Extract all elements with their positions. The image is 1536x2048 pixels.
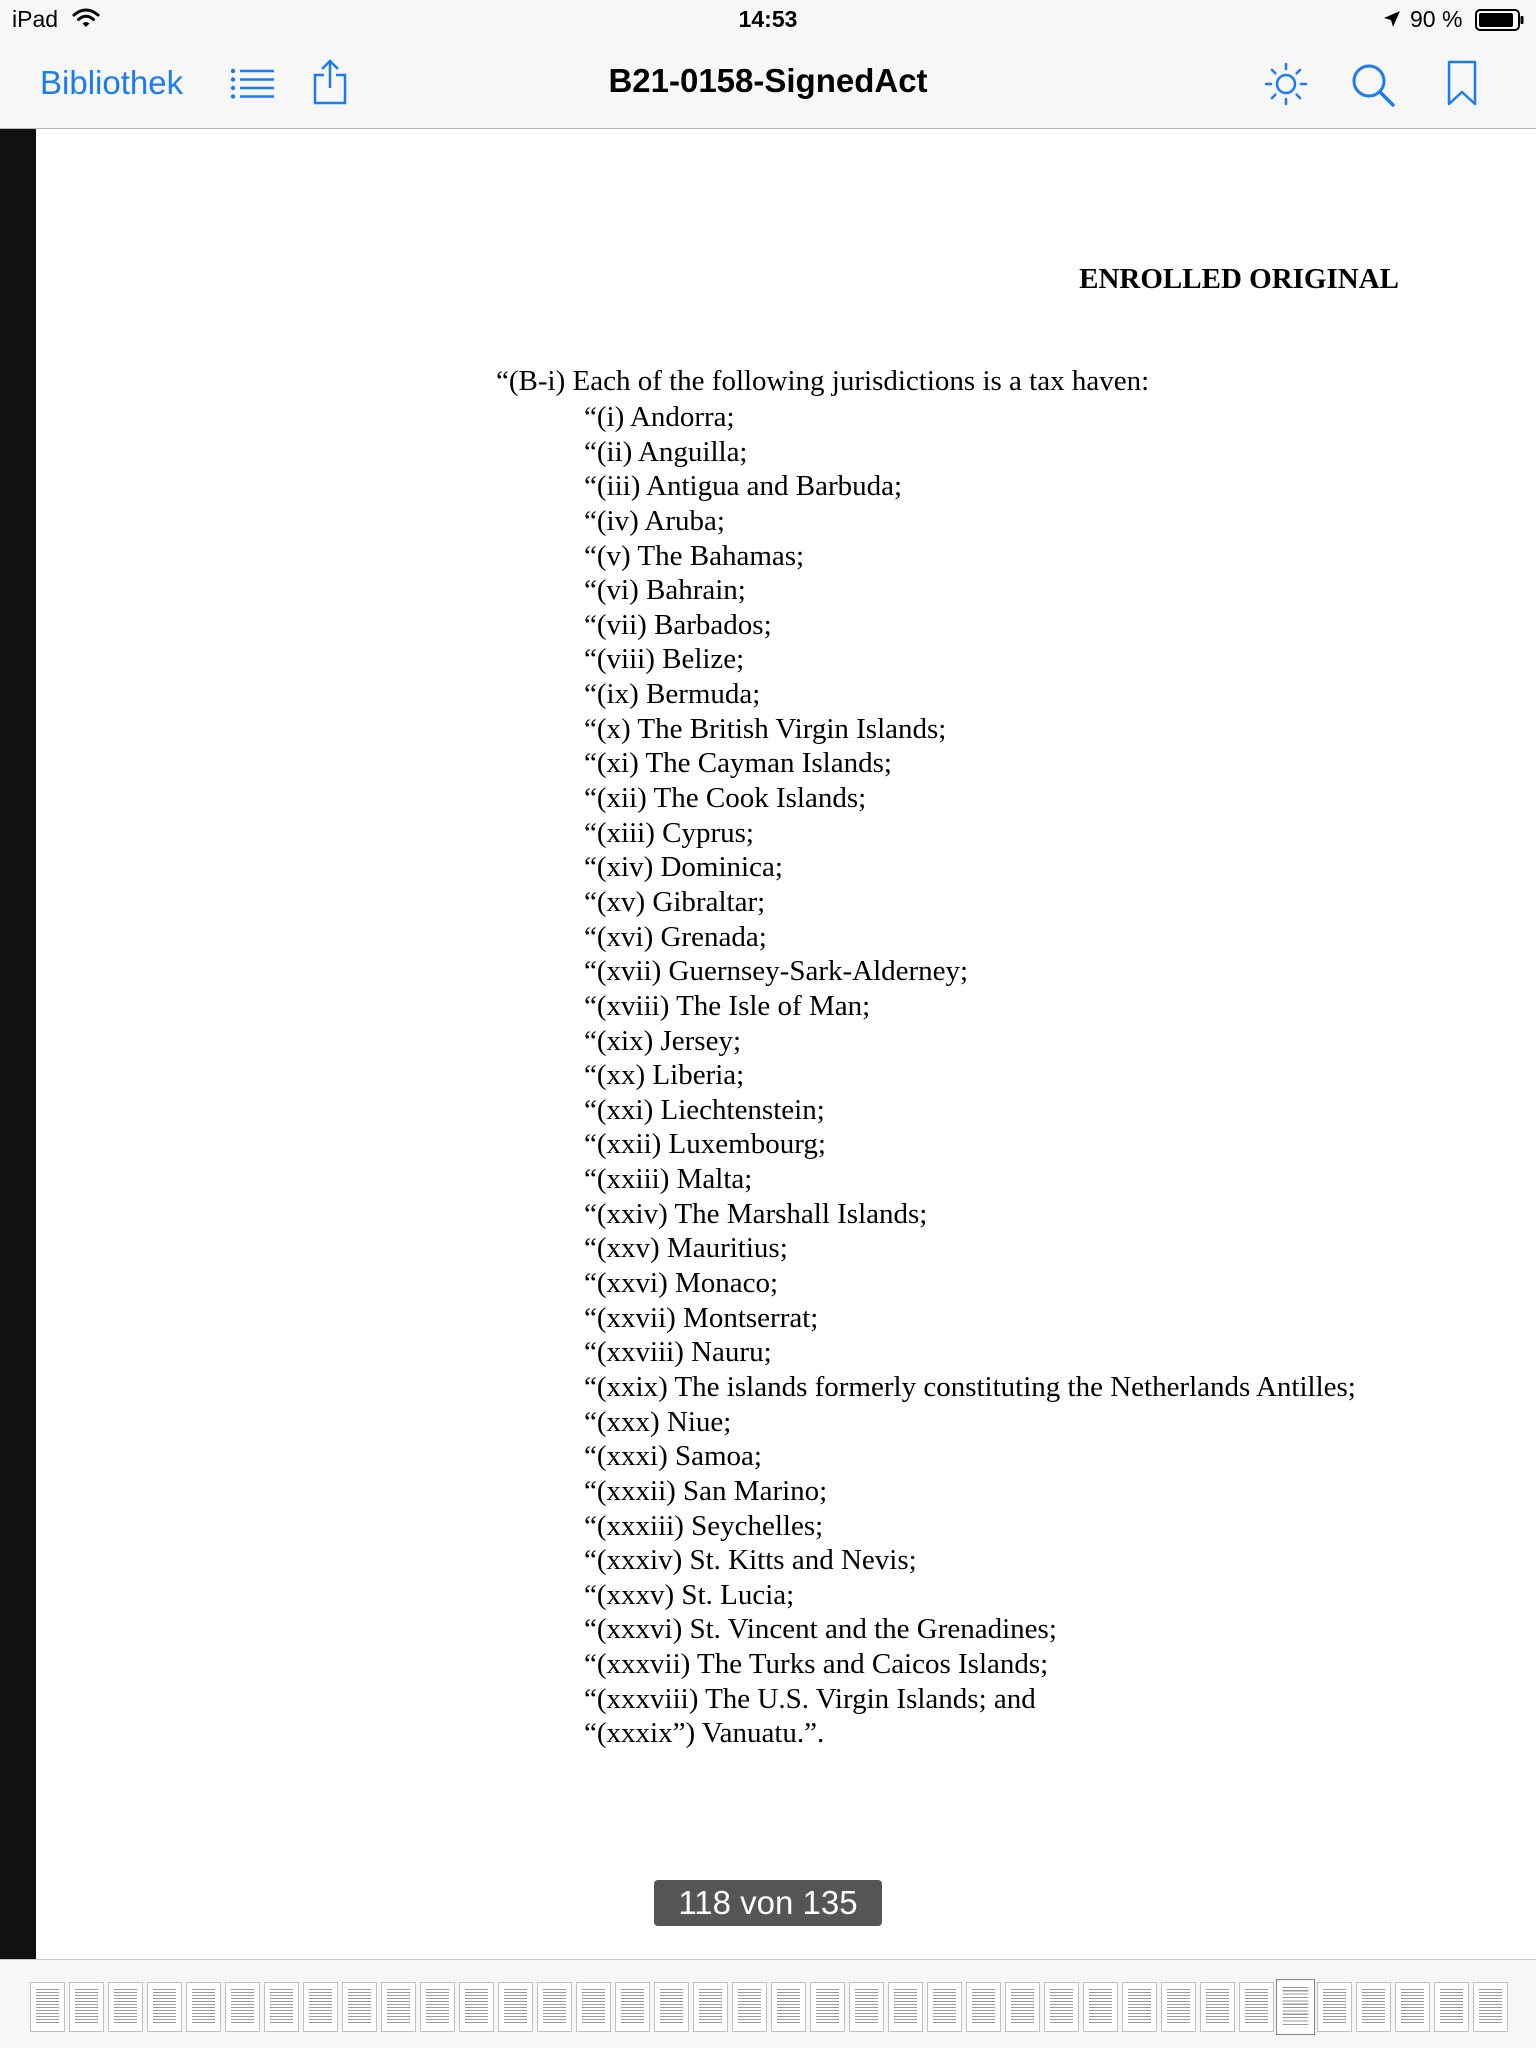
page-thumbnail[interactable] xyxy=(1200,1982,1235,2032)
page-thumbnail[interactable] xyxy=(1434,1982,1469,2032)
status-bar xyxy=(0,0,1536,40)
page-thumbnail[interactable] xyxy=(1356,1982,1391,2032)
page-thumbnail[interactable] xyxy=(1005,1982,1040,2032)
page-thumbnail[interactable] xyxy=(420,1982,455,2032)
page-thumbnail[interactable] xyxy=(1473,1982,1508,2032)
page-thumbnail[interactable] xyxy=(576,1982,611,2032)
jurisdiction-list xyxy=(584,400,1356,1751)
page-thumbnail[interactable] xyxy=(888,1982,923,2032)
page-thumbnail-current[interactable] xyxy=(1276,1979,1315,2035)
list-item: “(xix) Jersey; xyxy=(584,1024,742,1057)
document-intro-paragraph: “(B-i) Each of the following jurisdictions is a tax haven: xyxy=(496,365,1150,397)
list-item: “(ii) Anguilla; xyxy=(584,435,748,468)
page-thumbnail[interactable] xyxy=(654,1982,689,2032)
list-item: “(i) Andorra; xyxy=(584,401,735,433)
navigation-bar xyxy=(0,40,1536,129)
page-thumbnail[interactable] xyxy=(537,1982,572,2032)
list-item: “(xxxii) San Marino; xyxy=(584,1474,828,1507)
list-item: “(xxiv) The Marshall Islands; xyxy=(584,1197,928,1230)
device-label: iPad xyxy=(12,6,59,32)
document-page xyxy=(36,129,1536,1959)
list-item: “(xxi) Liechtenstein; xyxy=(584,1093,825,1126)
page-thumbnail[interactable] xyxy=(30,1982,65,2032)
page-thumbnail[interactable] xyxy=(1317,1982,1352,2032)
list-item: “(vi) Bahrain; xyxy=(584,574,746,607)
page-thumbnail[interactable] xyxy=(69,1982,104,2032)
page-thumbnail[interactable] xyxy=(498,1982,533,2032)
list-item: “(xvii) Guernsey-Sark-Alderney; xyxy=(584,955,969,988)
list-item: “(xxx) Niue; xyxy=(584,1405,732,1438)
list-item: “(xxxvi) St. Vincent and the Grenadines; xyxy=(584,1613,1057,1646)
list-item: “(xxii) Luxembourg; xyxy=(584,1128,826,1161)
list-item: “(iv) Aruba; xyxy=(584,504,725,537)
list-item: “(vii) Barbados; xyxy=(584,608,772,641)
battery-icon xyxy=(1475,9,1525,31)
list-item: “(xx) Liberia; xyxy=(584,1059,745,1092)
document-viewer[interactable] xyxy=(0,129,1536,1959)
list-item: “(x) The British Virgin Islands; xyxy=(584,712,947,745)
list-item: “(xxvii) Montserrat; xyxy=(584,1301,819,1334)
list-item: “(xxxviii) The U.S. Virgin Islands; and xyxy=(584,1682,1036,1715)
list-item: “(xxxix”) Vanuatu.”. xyxy=(584,1717,825,1750)
page-thumbnail[interactable] xyxy=(1395,1982,1430,2032)
list-item: “(xxxiv) St. Kitts and Nevis; xyxy=(584,1544,917,1577)
battery-percentage: 90 % xyxy=(1410,6,1463,32)
page-thumbnail[interactable] xyxy=(303,1982,338,2032)
list-item: “(ix) Bermuda; xyxy=(584,678,761,711)
list-item: “(xxiii) Malta; xyxy=(584,1163,753,1196)
page-thumbnail[interactable] xyxy=(771,1982,806,2032)
list-item: “(xi) The Cayman Islands; xyxy=(584,747,892,780)
list-item: “(xxix) The islands formerly constituting the Netherlands Antilles; xyxy=(584,1370,1356,1403)
page-thumbnail[interactable] xyxy=(732,1982,767,2032)
page-thumbnail[interactable] xyxy=(1122,1982,1157,2032)
list-item: “(xiii) Cyprus; xyxy=(584,816,754,849)
library-back-button[interactable]: Bibliothek xyxy=(40,64,184,101)
page-thumbnail[interactable] xyxy=(108,1982,143,2032)
page-thumbnail[interactable] xyxy=(225,1982,260,2032)
list-item: “(xiv) Dominica; xyxy=(584,851,783,884)
list-item: “(xvi) Grenada; xyxy=(584,920,767,953)
thumbnail-row[interactable] xyxy=(30,1982,1508,2034)
page-thumbnail[interactable] xyxy=(1161,1982,1196,2032)
list-item: “(xviii) The Isle of Man; xyxy=(584,989,871,1022)
list-item: “(xxxvii) The Turks and Caicos Islands; xyxy=(584,1648,1049,1681)
thumbnail-strip[interactable] xyxy=(0,1959,1536,2048)
list-item: “(xxvi) Monaco; xyxy=(584,1267,779,1300)
list-item: “(xxv) Mauritius; xyxy=(584,1232,788,1265)
page-thumbnail[interactable] xyxy=(1044,1982,1079,2032)
document-title: B21-0158-SignedAct xyxy=(608,62,928,99)
list-item: “(xxviii) Nauru; xyxy=(584,1336,772,1369)
list-item: “(xxxv) St. Lucia; xyxy=(584,1578,795,1611)
status-time: 14:53 xyxy=(738,6,798,32)
page-thumbnail[interactable] xyxy=(693,1982,728,2032)
page-thumbnail[interactable] xyxy=(849,1982,884,2032)
search-icon[interactable] xyxy=(1350,62,1396,108)
document-header: ENROLLED ORIGINAL xyxy=(1079,263,1399,295)
page-thumbnail[interactable] xyxy=(927,1982,962,2032)
page-thumbnail[interactable] xyxy=(966,1982,1001,2032)
bookmark-icon[interactable] xyxy=(1447,60,1477,106)
page-thumbnail[interactable] xyxy=(342,1982,377,2032)
list-item: “(xxxiii) Seychelles; xyxy=(584,1509,824,1542)
list-item: “(v) The Bahamas; xyxy=(584,539,805,572)
page-thumbnail[interactable] xyxy=(615,1982,650,2032)
page-thumbnail[interactable] xyxy=(264,1982,299,2032)
page-thumbnail[interactable] xyxy=(1083,1982,1118,2032)
page-edge xyxy=(0,129,36,1959)
page-thumbnail[interactable] xyxy=(1239,1982,1274,2032)
page-thumbnail[interactable] xyxy=(147,1982,182,2032)
location-arrow-icon xyxy=(1382,9,1402,29)
brightness-icon[interactable] xyxy=(1264,62,1308,106)
list-item: “(xii) The Cook Islands; xyxy=(584,782,867,815)
page-thumbnail[interactable] xyxy=(381,1982,416,2032)
page-thumbnail[interactable] xyxy=(186,1982,221,2032)
list-item: “(iii) Antigua and Barbuda; xyxy=(584,470,903,503)
page-thumbnail[interactable] xyxy=(810,1982,845,2032)
page-indicator: 118 von 135 xyxy=(654,1880,882,1926)
list-item: “(xv) Gibraltar; xyxy=(584,885,766,918)
page-thumbnail[interactable] xyxy=(459,1982,494,2032)
list-item: “(viii) Belize; xyxy=(584,643,745,676)
list-item: “(xxxi) Samoa; xyxy=(584,1440,762,1473)
